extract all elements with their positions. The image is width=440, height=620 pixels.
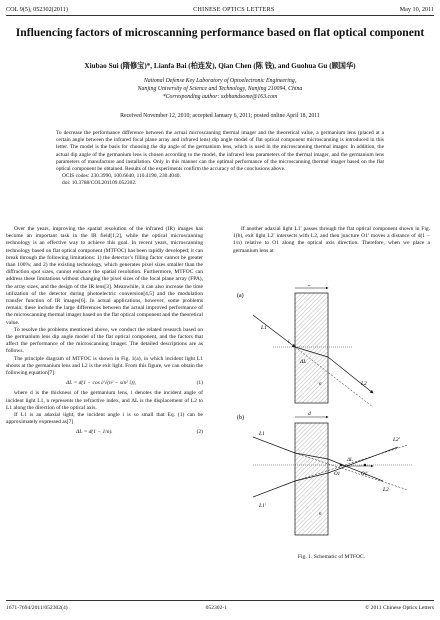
panel-b-label: (b): [237, 415, 244, 421]
panel-b: [253, 411, 413, 535]
header-citation: COL 9(5), 052302(2011): [6, 5, 68, 13]
figure-caption: Fig. 1. Schematic of MTFOC.: [297, 554, 366, 560]
equation-text: ΔL = d(1 − 1/n).: [76, 429, 113, 436]
paragraph: Over the years, improving the spatial resolution of the infrared (IR) images has become an important task in the IR field[1,2], while the optical microscanning technology is an effective way to achieve this goal. In recent years, microscanning technology based on flat optical component (MTFOC) has been rapidly developed; it can break through the following limitations: 1) the detector’s filling factor cannot be greater than 100%; and 2) the existing technology, which generates pixel sizes smaller than the diffraction spot sizes, cannot enhance the spatial resolution. Furthermore, MTFOC can address these limitations without changing the pixel sizes of the focal plane array (FPA), the array sizes, and the design of the IR lens[3]. Meanwhile, it can also increase the time utilization of the detector during photoelectric conversion[4,5] and the modulation transfer function of IR images[6]. In actual applications, however, some problems remain; these include the large differences between the actual improved performance of the microscanning thermal imager based on the flat optical component and the theoretical value.: [6, 226, 204, 326]
equation-1: [6, 380, 203, 387]
ray-label-l2-prime: L2′: [393, 437, 401, 443]
ray-l1-prime: [253, 481, 295, 497]
juncture-label-o1: O1: [334, 472, 341, 477]
exit-ray: [328, 357, 373, 393]
paragraph: To resolve the problems mentioned above, we conduct the related research based on the germanium lens dip angle model of the flat optical component, and the factors that affect the performance of the microscanning imager. The detailed descriptions are as follows.: [6, 326, 203, 355]
paragraph: If L1 is an adaxial light, the incident angle i is so small that Eq. (1) can be approximately expressed as[7]: [6, 412, 203, 426]
mtfoc-schematic: [233, 285, 430, 549]
paragraph: where d is the thickness of the germanium lens, i denotes the incident angle of incident light L1, n represents the refractive index, and ΔL is the displacement of L2 to L1 along the direction of the optical axis.: [6, 390, 203, 411]
equation-number: (2): [196, 429, 203, 436]
footer-copyright: © 2011 Chinese Optics Letters: [365, 605, 434, 611]
affiliation: [0, 77, 440, 101]
figure-1: [233, 285, 430, 549]
equation-number: (1): [196, 380, 203, 387]
received-dates: Received November 12, 2010; accepted January 6, 2011; posted online April 18, 2011: [120, 113, 320, 119]
left-column: [6, 226, 203, 440]
running-header: [6, 3, 434, 16]
displacement-label: ΔL: [300, 359, 307, 365]
germanium-lens: [295, 423, 328, 535]
ray-label-l1-prime: L1′: [259, 503, 267, 509]
header-journal: CHINESE OPTICS LETTERS: [193, 5, 275, 13]
paper-title: Influencing factors of microscanning performance based on flat optical component: [15, 26, 425, 39]
right-column: [233, 226, 430, 255]
angle-label: i: [288, 340, 290, 345]
ray-label-l1: L1: [261, 325, 267, 331]
footer-page: 052302-1: [205, 605, 228, 611]
thickness-label: d: [308, 285, 311, 288]
shift-label: ΔL: [347, 458, 353, 463]
abstract: [56, 130, 384, 188]
equation-text: ΔL = d(1 − cos i/√(n² − sin² i)),: [66, 380, 136, 387]
abstract-text: To decrease the performance difference between the actual microscanning thermal imager and the theoretical value, a germanium lens (placed at a certain angle between the infrared focal plane array and infrared lens) dip angle model of flat optical component microscanning is introduced in this letter. The model is the basis for choosing the dip angle of the germanium lens, which is used in the microscanning thermal imager. In addition, the actual dip angle of the germanium lens is chosen according to the model, the infrared lens parameters of the thermal imager, and the germanium lens parameters of manufacture and installation. Only in this manner can the optimal performance of the microscanning thermal imager based on the flat optical component be obtained. Results of the experiments confirm the accuracy of the conclusions above.: [56, 130, 384, 173]
juncture-o1-prime: [364, 464, 366, 466]
ocis-codes: OCIS codes: 230.3990, 100.6640, 110.4190, 230.4040.: [62, 173, 181, 180]
affiliation-line: National Defense Key Laboratory of Optoelectronic Engineering,: [143, 78, 297, 84]
ray-label-l1: L1: [259, 431, 265, 437]
ray-label-l2: L2: [383, 487, 389, 493]
footer-issn: 1671-7694/2011/052302(4): [6, 605, 68, 611]
panel-a-label: (a): [237, 293, 244, 299]
page-footer: [6, 600, 434, 613]
juncture-o1: [340, 464, 342, 466]
index-label: n: [319, 512, 322, 517]
paragraph: The principle diagram of MTFOC is shown in Fig. 1(a), in which incident light L1 shoots at the germanium lens and L2 is the exit light. From this figure, we can obtain the following equation[7]:: [6, 355, 203, 377]
doi: doi: 10.3788/COL201109.052302.: [62, 180, 137, 187]
ray-l2-prime: [328, 447, 398, 473]
germanium-lens: [295, 293, 328, 403]
author-list: Xiubao Sui (隋修宝)*, Lianfa Bai (柏连发), Qian Chen (陈 钱), and Guohua Gu (顾国华): [84, 62, 356, 70]
header-date: May 10, 2011: [399, 5, 434, 13]
paragraph: If another adaxial light L1′ passes through the flat optical component shown in Fig. 1(b), exit light L2′ intersects with L2, and then juncture O1′ moves a distance of d(1 − 1/n) relative to O1 along the optical axis direction. Therefore, when we place a germanium lens at: [233, 226, 430, 254]
affiliation-line: Nanjing University of Science and Technology, Nanjing 210094, China: [137, 86, 303, 92]
ray-l1: [253, 437, 295, 453]
corresponding-author: *Corresponding author: sxbhandsome@163.com: [162, 94, 278, 100]
panel-a: [253, 285, 373, 407]
equation-2: [6, 429, 203, 436]
ray-label-l2: L2: [361, 381, 367, 387]
thickness-label: d: [308, 411, 311, 417]
juncture-label-o1-prime: O1′: [361, 472, 369, 477]
index-label: n: [319, 382, 322, 387]
